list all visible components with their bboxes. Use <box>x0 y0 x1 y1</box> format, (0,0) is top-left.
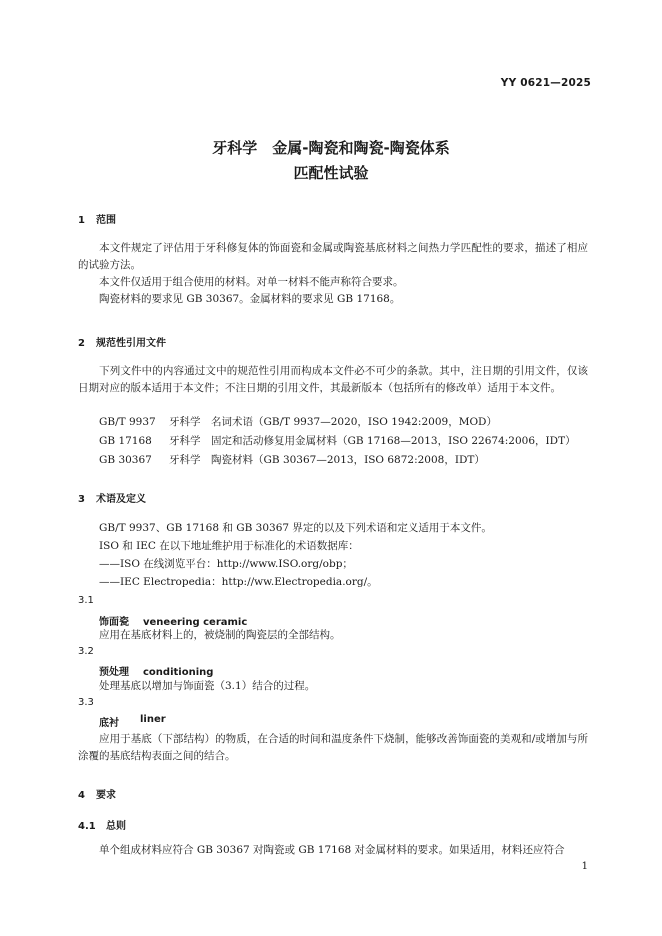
reference-item <box>78 414 588 431</box>
subsection-number: 4.1 <box>78 821 96 832</box>
term-en: conditioning <box>143 667 214 678</box>
term-number: 3.3 <box>78 697 94 708</box>
term-number: 3.1 <box>78 595 94 606</box>
term-definition <box>78 627 588 644</box>
terms-paragraph-2 <box>78 538 588 555</box>
section-number: 1 <box>78 215 85 226</box>
reference-code: GB 17168 <box>99 435 152 447</box>
reference-title: 牙科学 陶瓷材料（GB 30367—2013，ISO 6872:2008，IDT） <box>169 454 485 466</box>
section-title: 要求 <box>96 790 116 801</box>
subsection-4-1-heading <box>78 817 126 832</box>
terms-paragraph-1 <box>78 520 588 537</box>
term-zh: 底衬 <box>99 718 119 729</box>
general-requirements-paragraph <box>78 842 588 859</box>
paragraph-text: GB/T 9937、GB 17168 和 GB 30367 界定的以及下列术语和定义适用于本文件。 <box>99 522 492 534</box>
term-zh: 预处理 <box>99 667 129 678</box>
scope-paragraph-3 <box>78 291 588 308</box>
section-4-heading <box>78 786 116 801</box>
section-title: 规范性引用文件 <box>96 338 166 349</box>
reference-item <box>78 452 588 469</box>
document-title-line1: 牙科学 金属-陶瓷和陶瓷-陶瓷体系 <box>212 139 450 157</box>
term-number: 3.2 <box>78 646 94 657</box>
subsection-title: 总则 <box>106 821 126 832</box>
reference-code: GB/T 9937 <box>99 416 156 428</box>
scope-paragraph-1 <box>78 240 588 274</box>
term-heading <box>99 663 213 678</box>
paragraph-text: 应用于基底（下部结构）的物质，在合适的时间和温度条件下烧制，能够改善饰面瓷的美观和/或增加与所涂覆的基底结构表面之间的结合。 <box>78 733 588 762</box>
paragraph-text: ——IEC Electropedia：http://ww.Electropedia.org/。 <box>99 576 378 588</box>
scope-paragraph-2 <box>78 274 588 291</box>
reference-title: 牙科学 固定和活动修复用金属材料（GB 17168—2013，ISO 22674:2006，IDT） <box>169 435 576 447</box>
reference-item <box>78 433 588 450</box>
terms-list-item-iso <box>78 556 588 573</box>
paragraph-text: 应用在基底材料上的，被烧制的陶瓷层的全部结构。 <box>99 629 341 641</box>
paragraph-text: 处理基底以增加与饰面瓷（3.1）结合的过程。 <box>99 680 316 692</box>
paragraph-text: ——ISO 在线浏览平台：http://www.ISO.org/obp； <box>99 558 353 570</box>
term-en: liner <box>140 714 166 725</box>
term-heading <box>99 714 119 729</box>
standard-number: YY 0621—2025 <box>500 77 591 89</box>
section-title: 术语及定义 <box>96 494 146 505</box>
section-title: 范围 <box>96 215 116 226</box>
section-1-heading <box>78 211 116 226</box>
paragraph-text: 陶瓷材料的要求见 GB 30367。金属材料的要求见 GB 17168。 <box>99 293 401 305</box>
section-3-heading <box>78 490 146 505</box>
reference-title: 牙科学 名词术语（GB/T 9937—2020，ISO 1942:2009，MOD） <box>169 416 497 428</box>
term-en: veneering ceramic <box>143 617 248 628</box>
term-heading <box>99 613 247 628</box>
section-number: 3 <box>78 494 85 505</box>
section-number: 2 <box>78 338 85 349</box>
paragraph-text: ISO 和 IEC 在以下地址维护用于标准化的术语数据库： <box>99 540 359 552</box>
section-number: 4 <box>78 790 85 801</box>
normative-references-intro <box>78 363 588 397</box>
term-definition <box>78 678 588 695</box>
term-zh: 饰面瓷 <box>99 617 129 628</box>
terms-list-item-iec <box>78 574 588 591</box>
document-title-line2: 匹配性试验 <box>293 164 369 182</box>
paragraph-text: 单个组成材料应符合 GB 30367 对陶瓷或 GB 17168 对金属材料的要求。如果适用，材料还应符合 <box>99 844 565 856</box>
term-definition <box>78 731 588 765</box>
section-2-heading <box>78 334 166 349</box>
paragraph-text: 下列文件中的内容通过文中的规范性引用而构成本文件必不可少的条款。其中，注日期的引用文件，仅该日期对应的版本适用于本文件；不注日期的引用文件，其最新版本（包括所有的修改单）适用于本文件。 <box>78 365 588 394</box>
paragraph-text: 本文件规定了评估用于牙科修复体的饰面瓷和金属或陶瓷基底材料之间热力学匹配性的要求，描述了相应的试验方法。 <box>78 242 588 271</box>
page-number: 1 <box>581 861 588 872</box>
paragraph-text: 本文件仅适用于组合使用的材料。对单一材料不能声称符合要求。 <box>99 276 404 288</box>
reference-code: GB 30367 <box>99 454 152 466</box>
